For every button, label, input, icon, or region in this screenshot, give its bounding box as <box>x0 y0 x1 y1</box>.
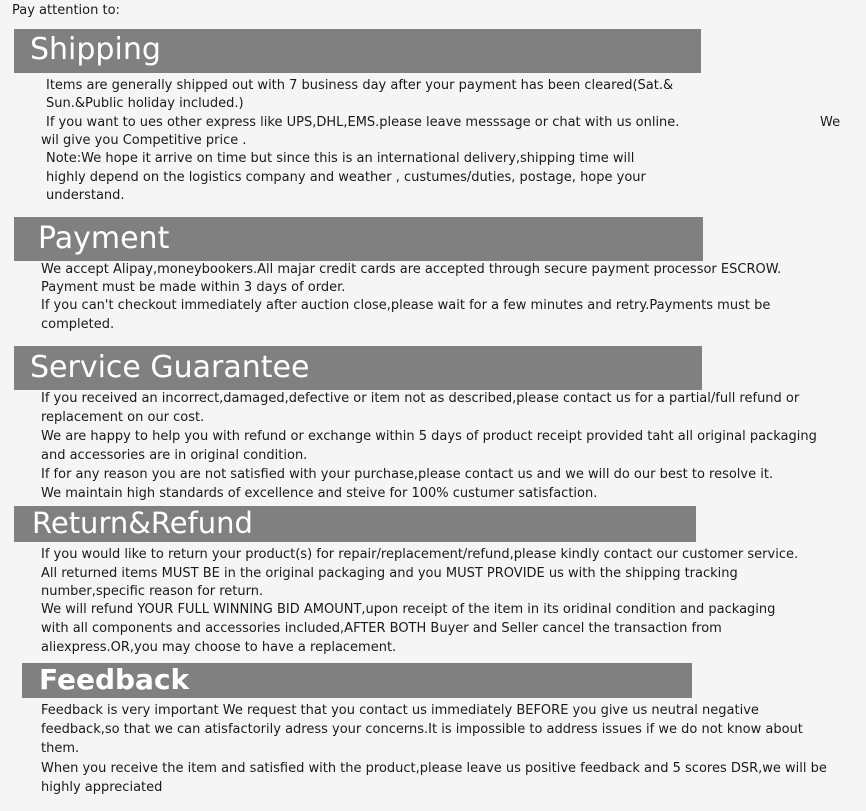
feedback-line-3: them. <box>41 741 80 756</box>
return-line-5: with all components and accessories included,AFTER BOTH Buyer and Seller cancel the transaction from <box>41 621 722 636</box>
section-header-service-guarantee <box>14 346 702 390</box>
return-line-1: If you would like to return your product(s) for repair/replacement/refund,please kindly contact our customer service. <box>41 547 799 562</box>
section-title-return-refund: Return&Refund <box>32 506 253 540</box>
section-header-return-refund <box>14 506 696 542</box>
section-title-shipping: Shipping <box>30 32 161 67</box>
return-line-6: aliexpress.OR,you may choose to have a replacement. <box>41 640 397 655</box>
shipping-line-4: wil give you Competitive price . <box>41 133 247 148</box>
shipping-line-1: Items are generally shipped out with 7 business day after your payment has been cleared(Sat.& <box>46 78 674 93</box>
shipping-line-3-end: We <box>820 115 841 130</box>
payment-line-2: Payment must be made within 3 days of order. <box>41 280 346 295</box>
return-line-2: All returned items MUST BE in the original packaging and you MUST PROVIDE us with the shipping tracking <box>41 566 738 581</box>
service-line-3: We are happy to help you with refund or exchange within 5 days of product receipt provided taht all original packaging <box>41 429 817 444</box>
shipping-line-3: If you want to ues other express like UPS,DHL,EMS.please leave messsage or chat with us online. <box>46 115 680 130</box>
section-header-payment <box>14 217 703 261</box>
service-line-4: and accessories are in original condition. <box>41 448 308 463</box>
shipping-line-5: Note:We hope it arrive on time but since this is an international delivery,shipping time will <box>46 151 635 166</box>
feedback-line-4: When you receive the item and satisfied with the product,please leave us positive feedback and 5 scores DSR,we will be <box>41 761 827 776</box>
section-title-service-guarantee: Service Guarantee <box>30 350 310 385</box>
return-line-3: number,specific reason for return. <box>41 584 264 599</box>
service-line-5: If for any reason you are not satisfied with your purchase,please contact us and we will do our best to resolve it. <box>41 467 774 482</box>
section-title-payment: Payment <box>38 221 170 256</box>
section-header-shipping <box>14 29 701 73</box>
payment-line-3: If you can't checkout immediately after auction close,please wait for a few minutes and retry.Payments must be <box>41 298 771 313</box>
payment-line-1: We accept Alipay,moneybookers.All majar credit cards are accepted through secure payment processor ESCROW. <box>41 262 782 277</box>
shipping-line-6: highly depend on the logistics company and weather , custumes/duties, postage, hope your <box>46 170 646 185</box>
payment-line-4: completed. <box>41 317 115 332</box>
section-header-feedback <box>22 663 692 698</box>
feedback-line-5: highly appreciated <box>41 780 163 795</box>
feedback-line-1: Feedback is very important We request that you contact us immediately BEFORE you give us neutral negative <box>41 703 759 718</box>
section-title-feedback: Feedback <box>39 663 190 696</box>
service-line-6: We maintain high standards of excellence and steive for 100% custumer satisfaction. <box>41 486 598 501</box>
return-line-4: We will refund YOUR FULL WINNING BID AMOUNT,upon receipt of the item in its oridinal condition and packaging <box>41 602 776 617</box>
service-line-1: If you received an incorrect,damaged,defective or item not as described,please contact us for a partial/full refund or <box>41 391 800 406</box>
shipping-line-2: Sun.&Public holiday included.) <box>46 96 244 111</box>
shipping-line-7: understand. <box>46 188 125 203</box>
service-line-2: replacement on our cost. <box>41 410 205 425</box>
feedback-line-2: feedback,so that we can atisfactorily adress your concerns.It is impossible to address issues if we do not know about <box>41 722 803 737</box>
page-intro: Pay attention to: <box>12 3 120 18</box>
